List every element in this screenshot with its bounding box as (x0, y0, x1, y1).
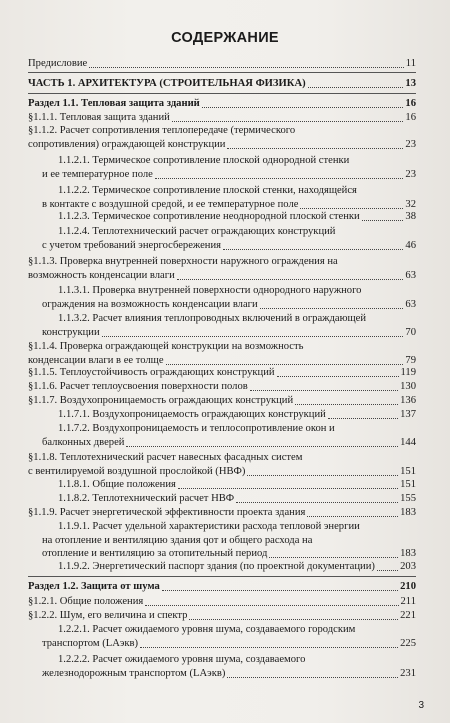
toc-entry-page: 46 (405, 239, 416, 251)
dot-leader (362, 220, 404, 221)
toc-entry-title: балконных дверей (42, 436, 125, 448)
toc-entry-title: конденсации влаги в ее толще (28, 354, 164, 366)
toc-entry-title: 1.1.3.1. Проверка внутренней поверхности однородного наружного (58, 285, 362, 296)
toc-entry-title: с вентилируемой воздушной прослойкой (НВФ) (28, 465, 246, 477)
toc-entry-title: §1.1.9. Расчет энергетической эффективности проекта здания (28, 507, 306, 518)
divider (28, 72, 416, 73)
toc-entry-page: 221 (400, 610, 416, 621)
dot-leader (377, 570, 398, 571)
dot-leader (260, 308, 404, 309)
dot-leader (126, 446, 398, 447)
dot-leader (300, 208, 403, 209)
dot-leader (102, 336, 404, 337)
toc-entry-title: Раздел 1.2. Защита от шума (28, 581, 160, 592)
toc-entry-title: Раздел 1.1. Тепловая защита зданий (28, 98, 200, 109)
dot-leader (162, 590, 398, 591)
toc-entry-title: §1.1.5. Теплоустойчивость ограждающих конструкций (28, 367, 275, 378)
toc-entry-page: 137 (400, 409, 416, 420)
toc-entry-title: 1.1.2.2. Термическое сопротивление плоской стенки, находящейся (58, 185, 357, 196)
dot-leader (172, 121, 404, 122)
toc-entry-page: 16 (405, 112, 416, 123)
toc-entry-page: 231 (400, 667, 416, 679)
toc-entry-page: 130 (400, 381, 416, 392)
toc-entry-page: 151 (400, 479, 416, 490)
dot-leader (328, 418, 398, 419)
toc-entry-title: ограждения на возможность конденсации влаги (42, 298, 258, 310)
toc-entry-page: 119 (400, 367, 416, 378)
toc-entry-page: 63 (405, 298, 416, 310)
toc-entry-page: 210 (400, 581, 416, 592)
toc-entry-title: 1.1.7.1. Воздухопроницаемость ограждающих конструкций (58, 409, 326, 420)
toc-entry-page: 183 (400, 507, 416, 518)
toc-entry-title: отопление и вентиляцию за отопительный период (42, 548, 268, 559)
toc-entry-title: 1.1.2.3. Термическое сопротивление неоднородной плоской стенки (58, 211, 360, 222)
toc-entry-title: с учетом требований энергосбережения (42, 239, 222, 251)
toc-entry-title: железнодорожным транспортом (LАэкв) (42, 667, 226, 679)
dot-leader (177, 279, 404, 280)
dot-leader (140, 647, 398, 648)
toc-entry-page: 151 (400, 465, 416, 477)
toc-entry-page: 144 (400, 436, 416, 448)
page-title: СОДЕРЖАНИЕ (171, 30, 279, 46)
toc-entry-title: §1.1.6. Расчет теплоусвоения поверхности полов (28, 381, 248, 392)
toc-entry-page: 225 (400, 637, 416, 649)
toc-entry-title: §1.1.1. Тепловая защита зданий (28, 112, 170, 123)
toc-entry-title: 1.1.8.2. Теплотехнический расчет НВФ (58, 493, 235, 504)
toc-entry-title: 1.2.2.1. Расчет ожидаемого уровня шума, создаваемого городским (58, 624, 356, 635)
dot-leader (236, 502, 398, 503)
toc-entry-title: §1.1.8. Теплотехнический расчет навесных фасадных систем (28, 452, 303, 463)
toc-entry-title: 1.1.9.2. Энергетический паспорт здания (по проектной документации) (58, 561, 375, 572)
toc-entry-title: §1.1.3. Проверка внутренней поверхности наружного ограждения на (28, 256, 338, 267)
toc-entry-title: 1.1.2.4. Теплотехнический расчет ограждающих конструкций (58, 226, 336, 237)
dot-leader (178, 488, 398, 489)
toc-entry-title: транспортом (LАэкв) (42, 637, 139, 649)
toc-entry-title: сопротивления) ограждающей конструкции (28, 138, 226, 150)
dot-leader (269, 557, 398, 558)
dot-leader (295, 404, 398, 405)
toc-entry-page: 16 (405, 98, 416, 109)
toc-entry-title: 1.1.8.1. Общие положения (58, 479, 176, 490)
toc-entry-title: 1.1.3.2. Расчет влияния теплопроводных включений в ограждающей (58, 313, 367, 324)
toc-entry-title: ЧАСТЬ 1. АРХИТЕКТУРА (СТРОИТЕЛЬНАЯ ФИЗИКА) (28, 78, 306, 89)
toc-entry-page: 32 (405, 198, 416, 210)
dot-leader (307, 516, 398, 517)
toc-entry-title: §1.2.1. Общие положения (28, 596, 144, 607)
toc-entry-title: возможность конденсации влаги (28, 269, 175, 281)
toc-entry-page: 79 (405, 354, 416, 366)
toc-entry-page: 211 (400, 596, 416, 607)
toc-entry-title: в контакте с воздушной средой, и ее температурное поле (42, 198, 299, 210)
toc-entry-page: 136 (400, 395, 416, 406)
dot-leader (227, 148, 403, 149)
toc-entry-page: 70 (405, 326, 416, 338)
dot-leader (202, 107, 404, 108)
toc-entry-title: §1.1.7. Воздухопроницаемость ограждающих конструкций (28, 395, 294, 406)
dot-leader (89, 67, 404, 68)
divider (28, 93, 416, 94)
dot-leader (166, 364, 404, 365)
toc-entry-title: §1.1.4. Проверка ограждающей конструкции на возможность (28, 341, 304, 352)
toc-entry-page: 155 (400, 493, 416, 504)
dot-leader (145, 605, 398, 606)
toc-entry-page: 23 (405, 168, 416, 180)
toc-entry-page: 23 (405, 138, 416, 150)
toc-entry-page: 203 (400, 561, 416, 572)
toc-entry-title: §1.1.2. Расчет сопротивления теплопередаче (термического (28, 125, 296, 136)
toc-entry-title: §1.2.2. Шум, его величина и спектр (28, 610, 188, 621)
toc-entry-title: и ее температурное поле (42, 168, 153, 180)
page-number: 3 (418, 700, 424, 711)
toc-entry-page: 183 (400, 548, 416, 559)
dot-leader (250, 390, 398, 391)
dot-leader (308, 87, 404, 88)
toc-entry-page: 13 (405, 78, 416, 89)
dot-leader (227, 677, 398, 678)
toc-entry-title: 1.1.2.1. Термическое сопротивление плоской однородной стенки (58, 155, 350, 166)
toc-entry-title: 1.2.2.2. Расчет ожидаемого уровня шума, создаваемого (58, 654, 306, 665)
toc-entry-title: Предисловие (28, 58, 88, 69)
dot-leader (223, 249, 403, 250)
toc-entry-title: 1.1.9.1. Расчет удельной характеристики расхода тепловой энергии (58, 521, 360, 532)
toc-entry-page: 38 (405, 211, 416, 222)
toc-entry-page: 11 (405, 58, 416, 69)
dot-leader (155, 178, 404, 179)
dot-leader (247, 475, 398, 476)
toc-entry-title: конструкции (42, 326, 100, 338)
toc-entry-title: на отопление и вентиляцию здания qот и общего расхода на (42, 534, 313, 546)
divider (28, 576, 416, 577)
toc-entry-title: 1.1.7.2. Воздухопроницаемость и теплосопротивление окон и (58, 423, 335, 434)
toc-entry-page: 63 (405, 269, 416, 281)
dot-leader (189, 619, 398, 620)
dot-leader (277, 376, 399, 377)
